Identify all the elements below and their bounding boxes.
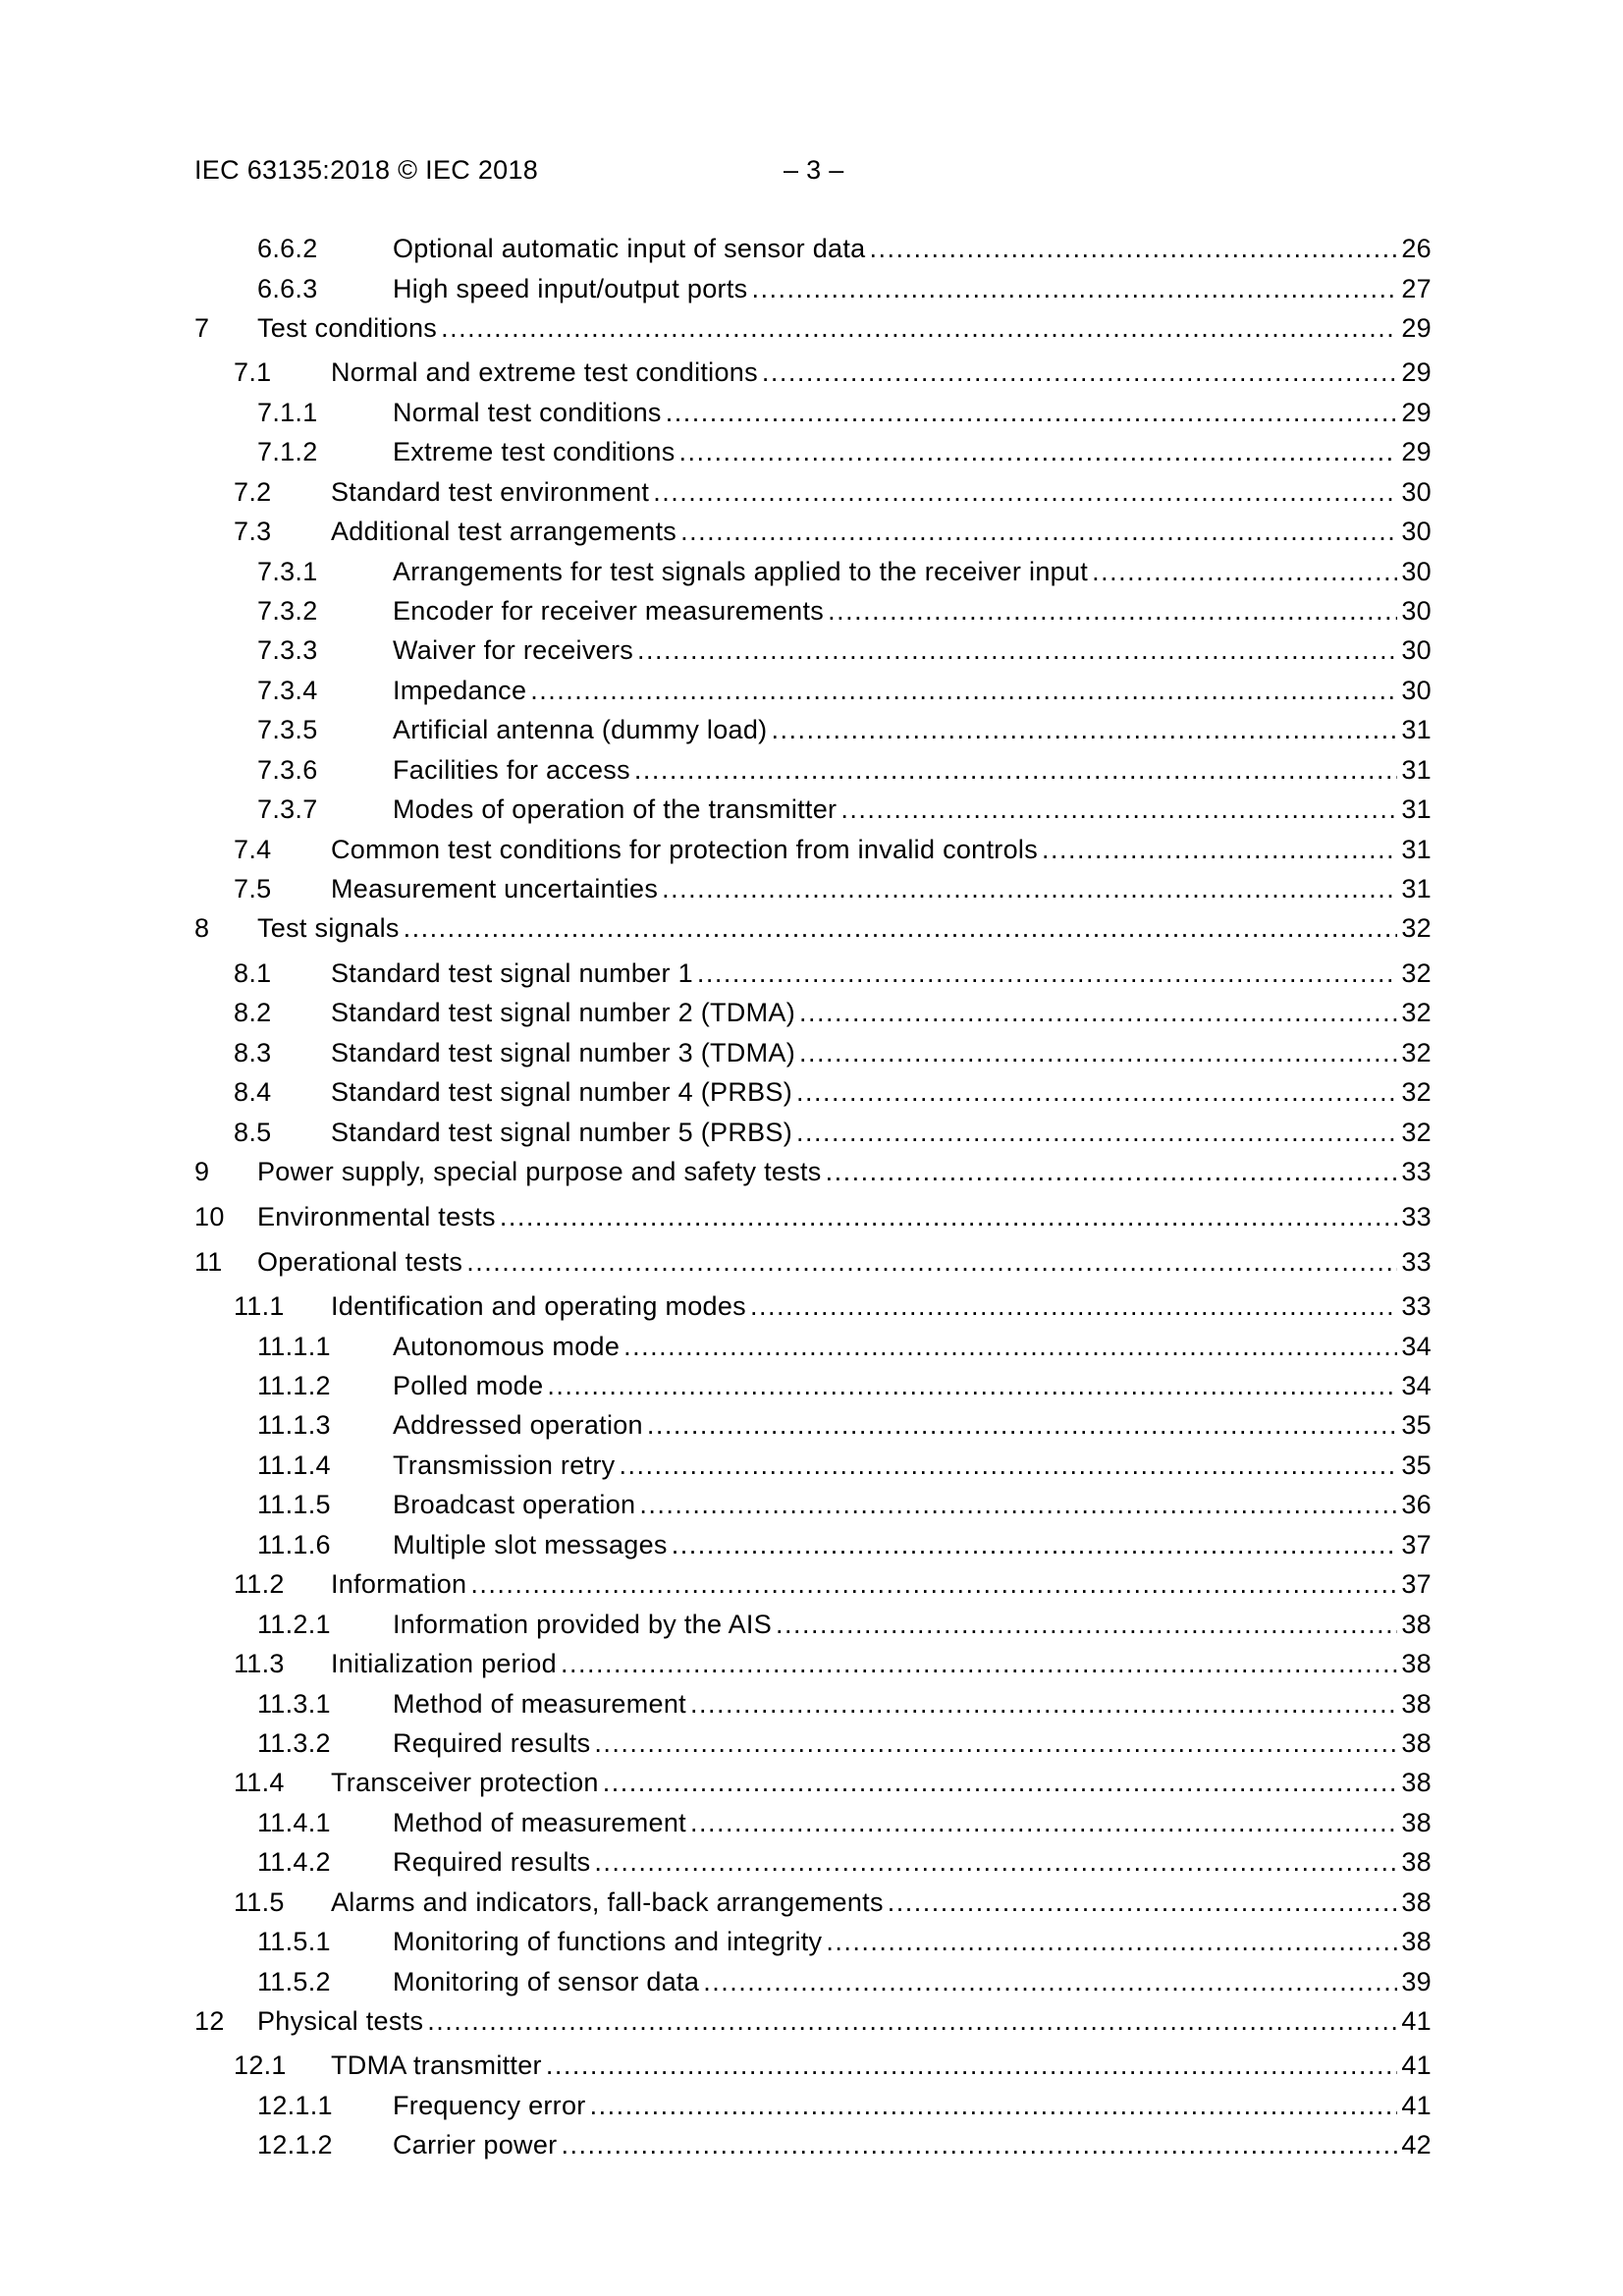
toc-entry — [257, 1728, 1432, 1762]
toc-entry-page: 32 — [1401, 1077, 1432, 1107]
dot-leader — [840, 794, 1397, 825]
toc-entry-page: 38 — [1401, 1649, 1432, 1678]
toc-entry-title: Physical tests — [257, 2006, 424, 2036]
toc-entry — [234, 1649, 1432, 1682]
toc-entry-title: Optional automatic input of sensor data — [393, 234, 866, 263]
toc-entry-body — [393, 715, 1432, 745]
toc-entry-page: 30 — [1401, 635, 1432, 665]
dot-leader — [796, 1077, 1397, 1108]
toc-entry — [234, 1569, 1432, 1603]
toc-entry-number: 6.6.2 — [257, 234, 318, 263]
dot-leader — [594, 1847, 1397, 1878]
toc-entry — [194, 1157, 1432, 1190]
toc-entry-title: Initialization period — [331, 1649, 557, 1678]
dot-leader — [679, 437, 1398, 467]
toc-entry — [234, 958, 1432, 992]
toc-entry-page: 37 — [1401, 1530, 1432, 1559]
toc-entry-number: 7.3 — [234, 517, 272, 546]
toc-entry-number: 11.5 — [234, 1887, 285, 1917]
toc-entry-body — [393, 398, 1432, 428]
toc-entry-page: 26 — [1401, 234, 1432, 263]
toc-entry-page: 41 — [1401, 2091, 1432, 2120]
toc-entry — [257, 1927, 1432, 1960]
toc-entry — [194, 913, 1432, 947]
toc-entry — [234, 1768, 1432, 1801]
toc-entry-body — [331, 517, 1432, 547]
toc-entry-number: 7.1.2 — [257, 437, 318, 466]
toc-entry-title: Impedance — [393, 676, 527, 705]
toc-entry-title: Arrangements for test signals applied to the receiver input — [393, 557, 1089, 586]
dot-leader — [750, 1291, 1397, 1322]
toc-entry — [257, 1847, 1432, 1881]
toc-entry-body — [331, 1569, 1432, 1600]
toc-entry — [257, 557, 1432, 590]
toc-entry-title: Transceiver protection — [331, 1768, 599, 1797]
toc-entry — [257, 1967, 1432, 2000]
toc-entry-number: 7.1.1 — [257, 398, 318, 427]
toc-entry-page: 36 — [1401, 1490, 1432, 1519]
toc-entry-body — [393, 1808, 1432, 1838]
toc-entry-number: 12.1.2 — [257, 2130, 333, 2159]
toc-entry-body — [393, 1689, 1432, 1720]
toc-entry-body — [393, 2091, 1432, 2121]
toc-entry-title: Information provided by the AIS — [393, 1610, 773, 1639]
toc-entry-page: 33 — [1401, 1291, 1432, 1321]
toc-entry-number: 8.1 — [234, 958, 272, 988]
toc-entry-title: Waiver for receivers — [393, 635, 634, 665]
toc-entry — [257, 755, 1432, 789]
toc-entry — [194, 1202, 1432, 1235]
toc-entry-body — [393, 1410, 1432, 1441]
dot-leader — [561, 2130, 1397, 2160]
dot-leader — [530, 676, 1397, 706]
toc-entry-number: 7.1 — [234, 357, 272, 387]
dot-leader — [647, 1410, 1397, 1441]
toc-entry-title: Autonomous mode — [393, 1332, 621, 1361]
toc-entry-page: 38 — [1401, 1728, 1432, 1758]
toc-entry-page: 29 — [1401, 313, 1432, 343]
dot-leader — [1042, 835, 1397, 865]
toc-entry-page: 32 — [1401, 958, 1432, 988]
toc-entry — [257, 1530, 1432, 1563]
toc-entry-title: Normal test conditions — [393, 398, 662, 427]
toc-entry-number: 8.3 — [234, 1038, 272, 1067]
toc-entry-body — [331, 1077, 1432, 1108]
toc-entry-title: Artificial antenna (dummy load) — [393, 715, 768, 744]
toc-entry-number: 7.4 — [234, 835, 272, 864]
toc-entry-title: Alarms and indicators, fall-back arrangements — [331, 1887, 884, 1917]
toc-entry-title: High speed input/output ports — [393, 274, 748, 303]
toc-entry-title: Facilities for access — [393, 755, 630, 785]
toc-entry-number: 11.1.4 — [257, 1450, 331, 1480]
toc-entry-page: 41 — [1401, 2006, 1432, 2036]
toc-entry-page: 38 — [1401, 1808, 1432, 1837]
toc-entry-body — [393, 794, 1432, 825]
dot-leader — [826, 1927, 1397, 1957]
dot-leader — [672, 1530, 1398, 1560]
dot-leader — [796, 1118, 1397, 1148]
dot-leader — [751, 274, 1397, 304]
toc-entry-title: Multiple slot messages — [393, 1530, 668, 1559]
toc-entry-number: 7 — [194, 313, 210, 343]
toc-entry-page: 30 — [1401, 596, 1432, 626]
toc-entry-body — [257, 1157, 1432, 1187]
toc-entry-title: Standard test signal number 5 (PRBS) — [331, 1118, 793, 1147]
toc-entry-number: 9 — [194, 1157, 210, 1186]
toc-entry-number: 7.3.4 — [257, 676, 318, 705]
toc-entry-number: 11.3.2 — [257, 1728, 331, 1758]
toc-entry-body — [331, 2050, 1432, 2081]
toc-entry — [234, 1887, 1432, 1921]
toc-entry-number: 10 — [194, 1202, 225, 1231]
toc-entry-body — [393, 1332, 1432, 1362]
toc-entry-title: Operational tests — [257, 1247, 463, 1277]
toc-entry-body — [393, 234, 1432, 264]
toc-entry-title: Additional test arrangements — [331, 517, 677, 546]
toc-entry-page: 41 — [1401, 2050, 1432, 2080]
toc-entry-title: Required results — [393, 1847, 591, 1877]
toc-entry-body — [393, 1490, 1432, 1520]
toc-entry-page: 31 — [1401, 835, 1432, 864]
dot-leader — [441, 313, 1397, 344]
toc-entry-body — [393, 1847, 1432, 1878]
toc-entry — [234, 357, 1432, 391]
toc-entry-body — [331, 1768, 1432, 1798]
toc-entry-title: Test conditions — [257, 313, 438, 343]
toc-entry-page: 32 — [1401, 913, 1432, 943]
toc-entry-page: 31 — [1401, 715, 1432, 744]
toc-entry — [257, 1689, 1432, 1722]
toc-entry-page: 27 — [1401, 274, 1432, 303]
toc-entry — [257, 398, 1432, 431]
dot-leader — [799, 998, 1397, 1028]
toc-entry-number: 7.2 — [234, 477, 272, 507]
toc-entry-body — [331, 998, 1432, 1028]
toc-entry — [234, 835, 1432, 868]
toc-entry-body — [393, 1927, 1432, 1957]
toc-entry-title: Power supply, special purpose and safety tests — [257, 1157, 822, 1186]
toc-entry — [257, 1371, 1432, 1404]
toc-entry — [194, 313, 1432, 347]
toc-entry-body — [331, 874, 1432, 904]
toc-entry-title: Encoder for receiver measurements — [393, 596, 825, 626]
dot-leader — [637, 635, 1397, 666]
toc-entry-number: 7.3.6 — [257, 755, 318, 785]
toc-entry-body — [331, 1038, 1432, 1068]
dot-leader — [547, 1371, 1397, 1401]
toc-entry-page: 38 — [1401, 1768, 1432, 1797]
toc-entry-body — [393, 557, 1432, 587]
toc-entry-body — [257, 1247, 1432, 1278]
toc-entry-title: Information — [331, 1569, 467, 1599]
toc-entry-body — [331, 357, 1432, 388]
dot-leader — [762, 357, 1397, 388]
toc-entry — [194, 1247, 1432, 1281]
toc-entry — [257, 1332, 1432, 1365]
toc-entry-number: 11.3.1 — [257, 1689, 331, 1719]
toc-entry-body — [393, 1967, 1432, 1997]
toc-entry-number: 6.6.3 — [257, 274, 318, 303]
toc-entry-body — [393, 274, 1432, 304]
toc-entry — [234, 874, 1432, 907]
toc-entry — [234, 1118, 1432, 1151]
toc-entry-title: Standard test signal number 2 (TDMA) — [331, 998, 795, 1027]
toc-entry-body — [257, 913, 1432, 944]
toc-entry-page: 37 — [1401, 1569, 1432, 1599]
toc-entry-page: 42 — [1401, 2130, 1432, 2159]
toc-entry — [234, 477, 1432, 511]
toc-entry-title: Standard test signal number 1 — [331, 958, 693, 988]
toc-entry-title: Standard test environment — [331, 477, 650, 507]
toc-entry-number: 11.5.1 — [257, 1927, 331, 1956]
toc-entry-number: 11.1.1 — [257, 1332, 331, 1361]
toc-entry — [234, 1077, 1432, 1111]
toc-entry-page: 34 — [1401, 1332, 1432, 1361]
toc-entry-page: 33 — [1401, 1247, 1432, 1277]
toc-entry-number: 11.2 — [234, 1569, 285, 1599]
dot-leader — [427, 2006, 1397, 2037]
toc-entry-number: 7.3.5 — [257, 715, 318, 744]
toc-entry-number: 8.5 — [234, 1118, 272, 1147]
dot-leader — [653, 477, 1397, 508]
toc-entry — [257, 1808, 1432, 1841]
toc-entry-number: 11.4 — [234, 1768, 285, 1797]
toc-entry-body — [331, 835, 1432, 865]
toc-entry — [194, 2006, 1432, 2040]
toc-entry-number: 12.1 — [234, 2050, 287, 2080]
dot-leader — [776, 1610, 1397, 1640]
toc-entry-page: 33 — [1401, 1202, 1432, 1231]
toc-entry-number: 8 — [194, 913, 210, 943]
toc-entry-title: Method of measurement — [393, 1808, 686, 1837]
toc-entry-title: Environmental tests — [257, 1202, 496, 1231]
dot-leader — [1092, 557, 1397, 587]
toc-entry-body — [393, 596, 1432, 627]
toc-entry-page: 29 — [1401, 398, 1432, 427]
toc-entry-body — [393, 635, 1432, 666]
page-header — [194, 155, 844, 186]
toc-entry — [234, 2050, 1432, 2084]
dot-leader — [690, 1689, 1397, 1720]
toc-entry-number: 11.3 — [234, 1649, 285, 1678]
toc-entry — [234, 998, 1432, 1031]
dot-leader — [690, 1808, 1397, 1838]
toc-entry-body — [331, 477, 1432, 508]
toc-entry-number: 7.3.1 — [257, 557, 318, 586]
toc-entry-title: Identification and operating modes — [331, 1291, 746, 1321]
toc-entry-title: Polled mode — [393, 1371, 544, 1400]
dot-leader — [500, 1202, 1398, 1232]
document-title: IEC 63135:2018 © IEC 2018 — [194, 155, 539, 185]
toc-entry-number: 7.3.7 — [257, 794, 318, 824]
toc-entry — [257, 1410, 1432, 1444]
toc-entry — [257, 715, 1432, 748]
toc-entry-title: Method of measurement — [393, 1689, 686, 1719]
toc-entry — [257, 635, 1432, 669]
toc-entry-number: 11.4.2 — [257, 1847, 331, 1877]
toc-entry-page: 38 — [1401, 1887, 1432, 1917]
toc-entry-title: Broadcast operation — [393, 1490, 636, 1519]
toc-entry-number: 7.3.2 — [257, 596, 318, 626]
toc-entry-page: 39 — [1401, 1967, 1432, 1996]
toc-entry-title: Standard test signal number 3 (TDMA) — [331, 1038, 795, 1067]
toc-entry-number: 11.1.2 — [257, 1371, 331, 1400]
toc-entry-number: 7.3.3 — [257, 635, 318, 665]
toc-entry-title: Transmission retry — [393, 1450, 616, 1480]
toc-entry-title: Frequency error — [393, 2091, 586, 2120]
toc-entry-body — [393, 2130, 1432, 2160]
toc-entry-title: Common test conditions for protection from invalid controls — [331, 835, 1039, 864]
toc-entry-number: 12.1.1 — [257, 2091, 333, 2120]
toc-entry — [257, 437, 1432, 470]
dot-leader — [623, 1332, 1397, 1362]
toc-entry-page: 32 — [1401, 998, 1432, 1027]
toc-entry-number: 11.5.2 — [257, 1967, 331, 1996]
toc-entry-body — [393, 1450, 1432, 1481]
toc-entry — [234, 1291, 1432, 1325]
toc-entry-number: 11 — [194, 1247, 223, 1277]
toc-entry-body — [393, 1610, 1432, 1640]
toc-entry-title: Modes of operation of the transmitter — [393, 794, 838, 824]
toc-entry-title: Carrier power — [393, 2130, 558, 2159]
toc-entry-body — [393, 676, 1432, 706]
toc-entry-page: 35 — [1401, 1450, 1432, 1480]
toc-entry-number: 11.1.5 — [257, 1490, 331, 1519]
toc-entry-page: 32 — [1401, 1118, 1432, 1147]
dot-leader — [594, 1728, 1397, 1759]
dot-leader — [634, 755, 1397, 786]
toc-entry-body — [331, 1291, 1432, 1322]
toc-entry-page: 31 — [1401, 755, 1432, 785]
dot-leader — [470, 1569, 1397, 1600]
toc-entry-number: 11.1.3 — [257, 1410, 331, 1440]
toc-entry-number: 11.1.6 — [257, 1530, 331, 1559]
toc-entry-number: 8.4 — [234, 1077, 272, 1107]
toc-entry — [234, 517, 1432, 550]
dot-leader — [888, 1887, 1398, 1918]
toc-entry — [257, 1610, 1432, 1643]
toc-entry — [257, 234, 1432, 267]
toc-entry-page: 38 — [1401, 1689, 1432, 1719]
toc-entry — [257, 794, 1432, 828]
toc-entry-title: Required results — [393, 1728, 591, 1758]
toc-entry-title: Monitoring of sensor data — [393, 1967, 700, 1996]
page-number: – 3 – — [784, 155, 844, 185]
toc-entry — [257, 1490, 1432, 1523]
toc-entry-body — [393, 437, 1432, 467]
dot-leader — [828, 596, 1397, 627]
toc-entry-body — [331, 1649, 1432, 1679]
toc-entry-number: 12 — [194, 2006, 225, 2036]
dot-leader — [799, 1038, 1397, 1068]
dot-leader — [466, 1247, 1397, 1278]
toc-entry-body — [257, 2006, 1432, 2037]
dot-leader — [680, 517, 1397, 547]
dot-leader — [666, 398, 1398, 428]
toc-entry-page: 35 — [1401, 1410, 1432, 1440]
dot-leader — [703, 1967, 1397, 1997]
dot-leader — [771, 715, 1397, 745]
toc-entry — [257, 1450, 1432, 1484]
toc-entry — [257, 2130, 1432, 2163]
toc-entry-body — [393, 1371, 1432, 1401]
toc-entry-page: 32 — [1401, 1038, 1432, 1067]
toc-entry-title: TDMA transmitter — [331, 2050, 542, 2080]
toc-entry-body — [331, 1887, 1432, 1918]
toc-entry-body — [393, 1530, 1432, 1560]
toc-entry-number: 7.5 — [234, 874, 272, 903]
dot-leader — [619, 1450, 1397, 1481]
toc-entry-page: 34 — [1401, 1371, 1432, 1400]
toc-entry-page: 38 — [1401, 1610, 1432, 1639]
toc-entry-body — [257, 1202, 1432, 1232]
toc-entry-title: Extreme test conditions — [393, 437, 676, 466]
toc-entry-number: 11.2.1 — [257, 1610, 331, 1639]
dot-leader — [404, 913, 1398, 944]
toc-entry-page: 30 — [1401, 477, 1432, 507]
toc-entry-page: 29 — [1401, 357, 1432, 387]
dot-leader — [561, 1649, 1397, 1679]
toc-entry-page: 38 — [1401, 1847, 1432, 1877]
dot-leader — [603, 1768, 1398, 1798]
toc-entry-page: 33 — [1401, 1157, 1432, 1186]
toc-entry-body — [331, 958, 1432, 989]
toc-entry-body — [393, 1728, 1432, 1759]
toc-entry-body — [257, 313, 1432, 344]
toc-entry-title: Addressed operation — [393, 1410, 643, 1440]
dot-leader — [826, 1157, 1398, 1187]
toc-entry — [257, 596, 1432, 629]
toc-entry-page: 30 — [1401, 557, 1432, 586]
toc-entry-page: 31 — [1401, 794, 1432, 824]
toc-entry-page: 38 — [1401, 1927, 1432, 1956]
toc-entry — [257, 274, 1432, 307]
dot-leader — [869, 234, 1397, 264]
toc-entry-page: 30 — [1401, 676, 1432, 705]
dot-leader — [662, 874, 1397, 904]
toc-entry-number: 11.1 — [234, 1291, 285, 1321]
toc-entry-title: Monitoring of functions and integrity — [393, 1927, 823, 1956]
toc-entry-body — [331, 1118, 1432, 1148]
toc-entry-body — [393, 755, 1432, 786]
toc-entry-title: Test signals — [257, 913, 400, 943]
dot-leader — [639, 1490, 1397, 1520]
dot-leader — [697, 958, 1397, 989]
toc-entry-number: 11.4.1 — [257, 1808, 331, 1837]
dot-leader — [546, 2050, 1398, 2081]
toc-entry-number: 8.2 — [234, 998, 272, 1027]
toc-entry-title: Standard test signal number 4 (PRBS) — [331, 1077, 793, 1107]
toc-entry — [257, 2091, 1432, 2124]
toc-entry-page: 30 — [1401, 517, 1432, 546]
toc-entry-title: Normal and extreme test conditions — [331, 357, 758, 387]
toc-entry — [234, 1038, 1432, 1071]
dot-leader — [590, 2091, 1398, 2121]
toc-entry-page: 29 — [1401, 437, 1432, 466]
toc-entry-title: Measurement uncertainties — [331, 874, 659, 903]
toc-entry-page: 31 — [1401, 874, 1432, 903]
toc-entry — [257, 676, 1432, 709]
